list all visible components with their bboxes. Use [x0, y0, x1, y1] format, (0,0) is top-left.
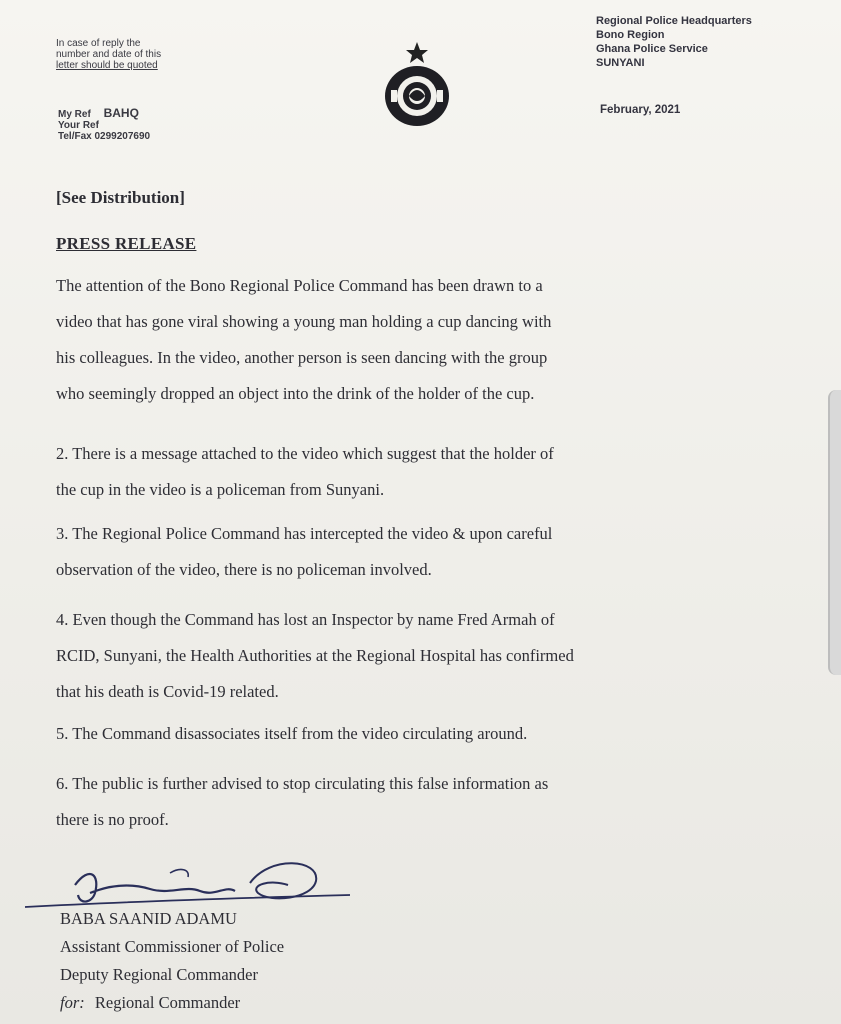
- reply-note: [56, 38, 161, 71]
- paragraph-line: 5. The Command disassociates itself from the video circulating around.: [56, 724, 528, 743]
- paragraph-line: his colleagues. In the video, another person is seen dancing with the group: [56, 348, 548, 367]
- my-ref-value: BAHQ: [103, 106, 139, 120]
- paragraph-line: 2. There is a message attached to the video which suggest that the holder of: [56, 444, 554, 463]
- paragraph-line: video that has gone viral showing a young man holding a cup dancing with: [56, 312, 552, 331]
- page-title: PRESS RELEASE: [56, 234, 197, 253]
- police-crest-icon: [379, 40, 455, 130]
- for-value: Regional Commander: [94, 993, 241, 1012]
- paragraph-line: that his death is Covid-19 related.: [56, 682, 279, 701]
- reply-note-line-3: letter should be quoted: [56, 60, 158, 71]
- signatory-position: Deputy Regional Commander: [60, 965, 258, 984]
- hq-address: [596, 14, 752, 70]
- paragraph-6: [56, 766, 776, 838]
- paragraph-line: the cup in the video is a policeman from Sunyani.: [56, 480, 385, 499]
- hq-line-2: Bono Region: [596, 29, 665, 41]
- your-ref-label: Your Ref: [58, 120, 99, 131]
- paragraph-3: [56, 516, 776, 588]
- paragraph-line: there is no proof.: [56, 810, 169, 829]
- reply-note-line-1: In case of reply the: [56, 38, 141, 49]
- paragraph-2: [56, 436, 776, 508]
- paragraph-5: [56, 716, 776, 752]
- paragraph-4: [56, 602, 776, 710]
- reply-note-line-2: number and date of this: [56, 49, 162, 60]
- signatory-block: [60, 905, 284, 1017]
- hq-line-4: SUNYANI: [596, 57, 645, 69]
- paragraph-line: who seemingly dropped an object into the drink of the holder of the cup.: [56, 384, 535, 403]
- my-ref: [58, 108, 150, 120]
- paragraph-line: RCID, Sunyani, the Health Authorities at the Regional Hospital has confirmed: [56, 646, 574, 665]
- my-ref-label: My Ref: [58, 109, 91, 120]
- paragraph-line: 6. The public is further advised to stop circulating this false information as: [56, 774, 549, 793]
- signatory-rank: Assistant Commissioner of Police: [60, 937, 285, 956]
- paragraph-1: [56, 268, 776, 412]
- paragraph-line: 3. The Regional Police Command has intercepted the video & upon careful: [56, 524, 553, 543]
- letter-date: February, 2021: [600, 104, 681, 116]
- hq-line-1: Regional Police Headquarters: [596, 15, 752, 27]
- for-label: for:: [60, 993, 85, 1012]
- reference-block: [58, 108, 150, 142]
- paragraph-line: The attention of the Bono Regional Police Command has been drawn to a: [56, 276, 543, 295]
- hq-line-3: Ghana Police Service: [596, 43, 708, 55]
- addressee: [See Distribution]: [56, 188, 185, 207]
- paragraph-line: 4. Even though the Command has lost an Inspector by name Fred Armah of: [56, 610, 555, 629]
- paragraph-line: observation of the video, there is no policeman involved.: [56, 560, 432, 579]
- scroll-edge: [828, 390, 841, 675]
- telfax: Tel/Fax 0299207690: [58, 131, 151, 142]
- signatory-for: [60, 989, 284, 1017]
- signatory-name: BABA SAANID ADAMU: [60, 909, 237, 928]
